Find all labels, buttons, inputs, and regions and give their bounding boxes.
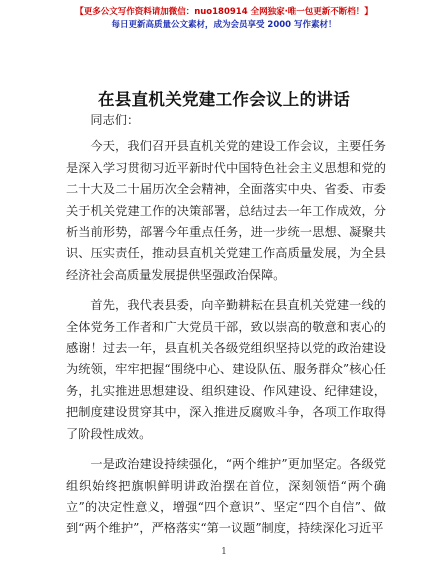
page-number: 1 bbox=[221, 547, 227, 557]
promo-banner-line-2: 每日更新高质量公文素材，成为会员享受 2000 写作素材！ bbox=[111, 20, 337, 30]
body-paragraph-1: 今天，我们召开县直机关党的建设工作会议，主要任务是深入学习贯彻习近平新时代中国特色社会主义思想和党的二十大及二十届历次全会精神，全面落实中央、省委、市委关于机关党建工作的决策部署，总结过去一年工作成效，分析当前形势，部署今年重点任务，进一步统一思想、凝聚共识、压实责任，推动县直机关党建工作高质量发展，为全县经济社会高质量发展提供坚强政治保障。 bbox=[66, 139, 386, 282]
promo-banner-line-1: 【更多公文写作资料请加微信：nuo180914 全网独家·唯一包更新不断档！】 bbox=[75, 7, 373, 17]
document-body bbox=[66, 110, 386, 540]
body-paragraph-3: 一是政治建设持续强化，“两个维护”更加坚定。各级党组织始终把旗帜鲜明讲政治摆在首位，深刻领悟“两个确立”的决定性意义，增强“四个意识”、坚定“四个自信”、做到“两个维护”，严格落实“第一议题”制度，持续深化习近平 bbox=[66, 457, 386, 536]
body-paragraph-2: 首先，我代表县委，向辛勤耕耘在县直机关党建一线的全体党务工作者和广大党员干部，致以崇高的敬意和衷心的感谢！过去一年，县直机关各级党组织坚持以党的政治建设为统领，牢牢把握“围绕中心、建设队伍、服务群众”核心任务，扎实推进思想建设、组织建设、作风建设、纪律建设，把制度建设贯穿其中，深入推进反腐败斗争，各项工作取得了阶段性成效。 bbox=[66, 298, 386, 441]
document-title: 在县直机关党建工作会议上的讲话 bbox=[98, 90, 350, 109]
salutation: 同志们： bbox=[90, 113, 140, 127]
